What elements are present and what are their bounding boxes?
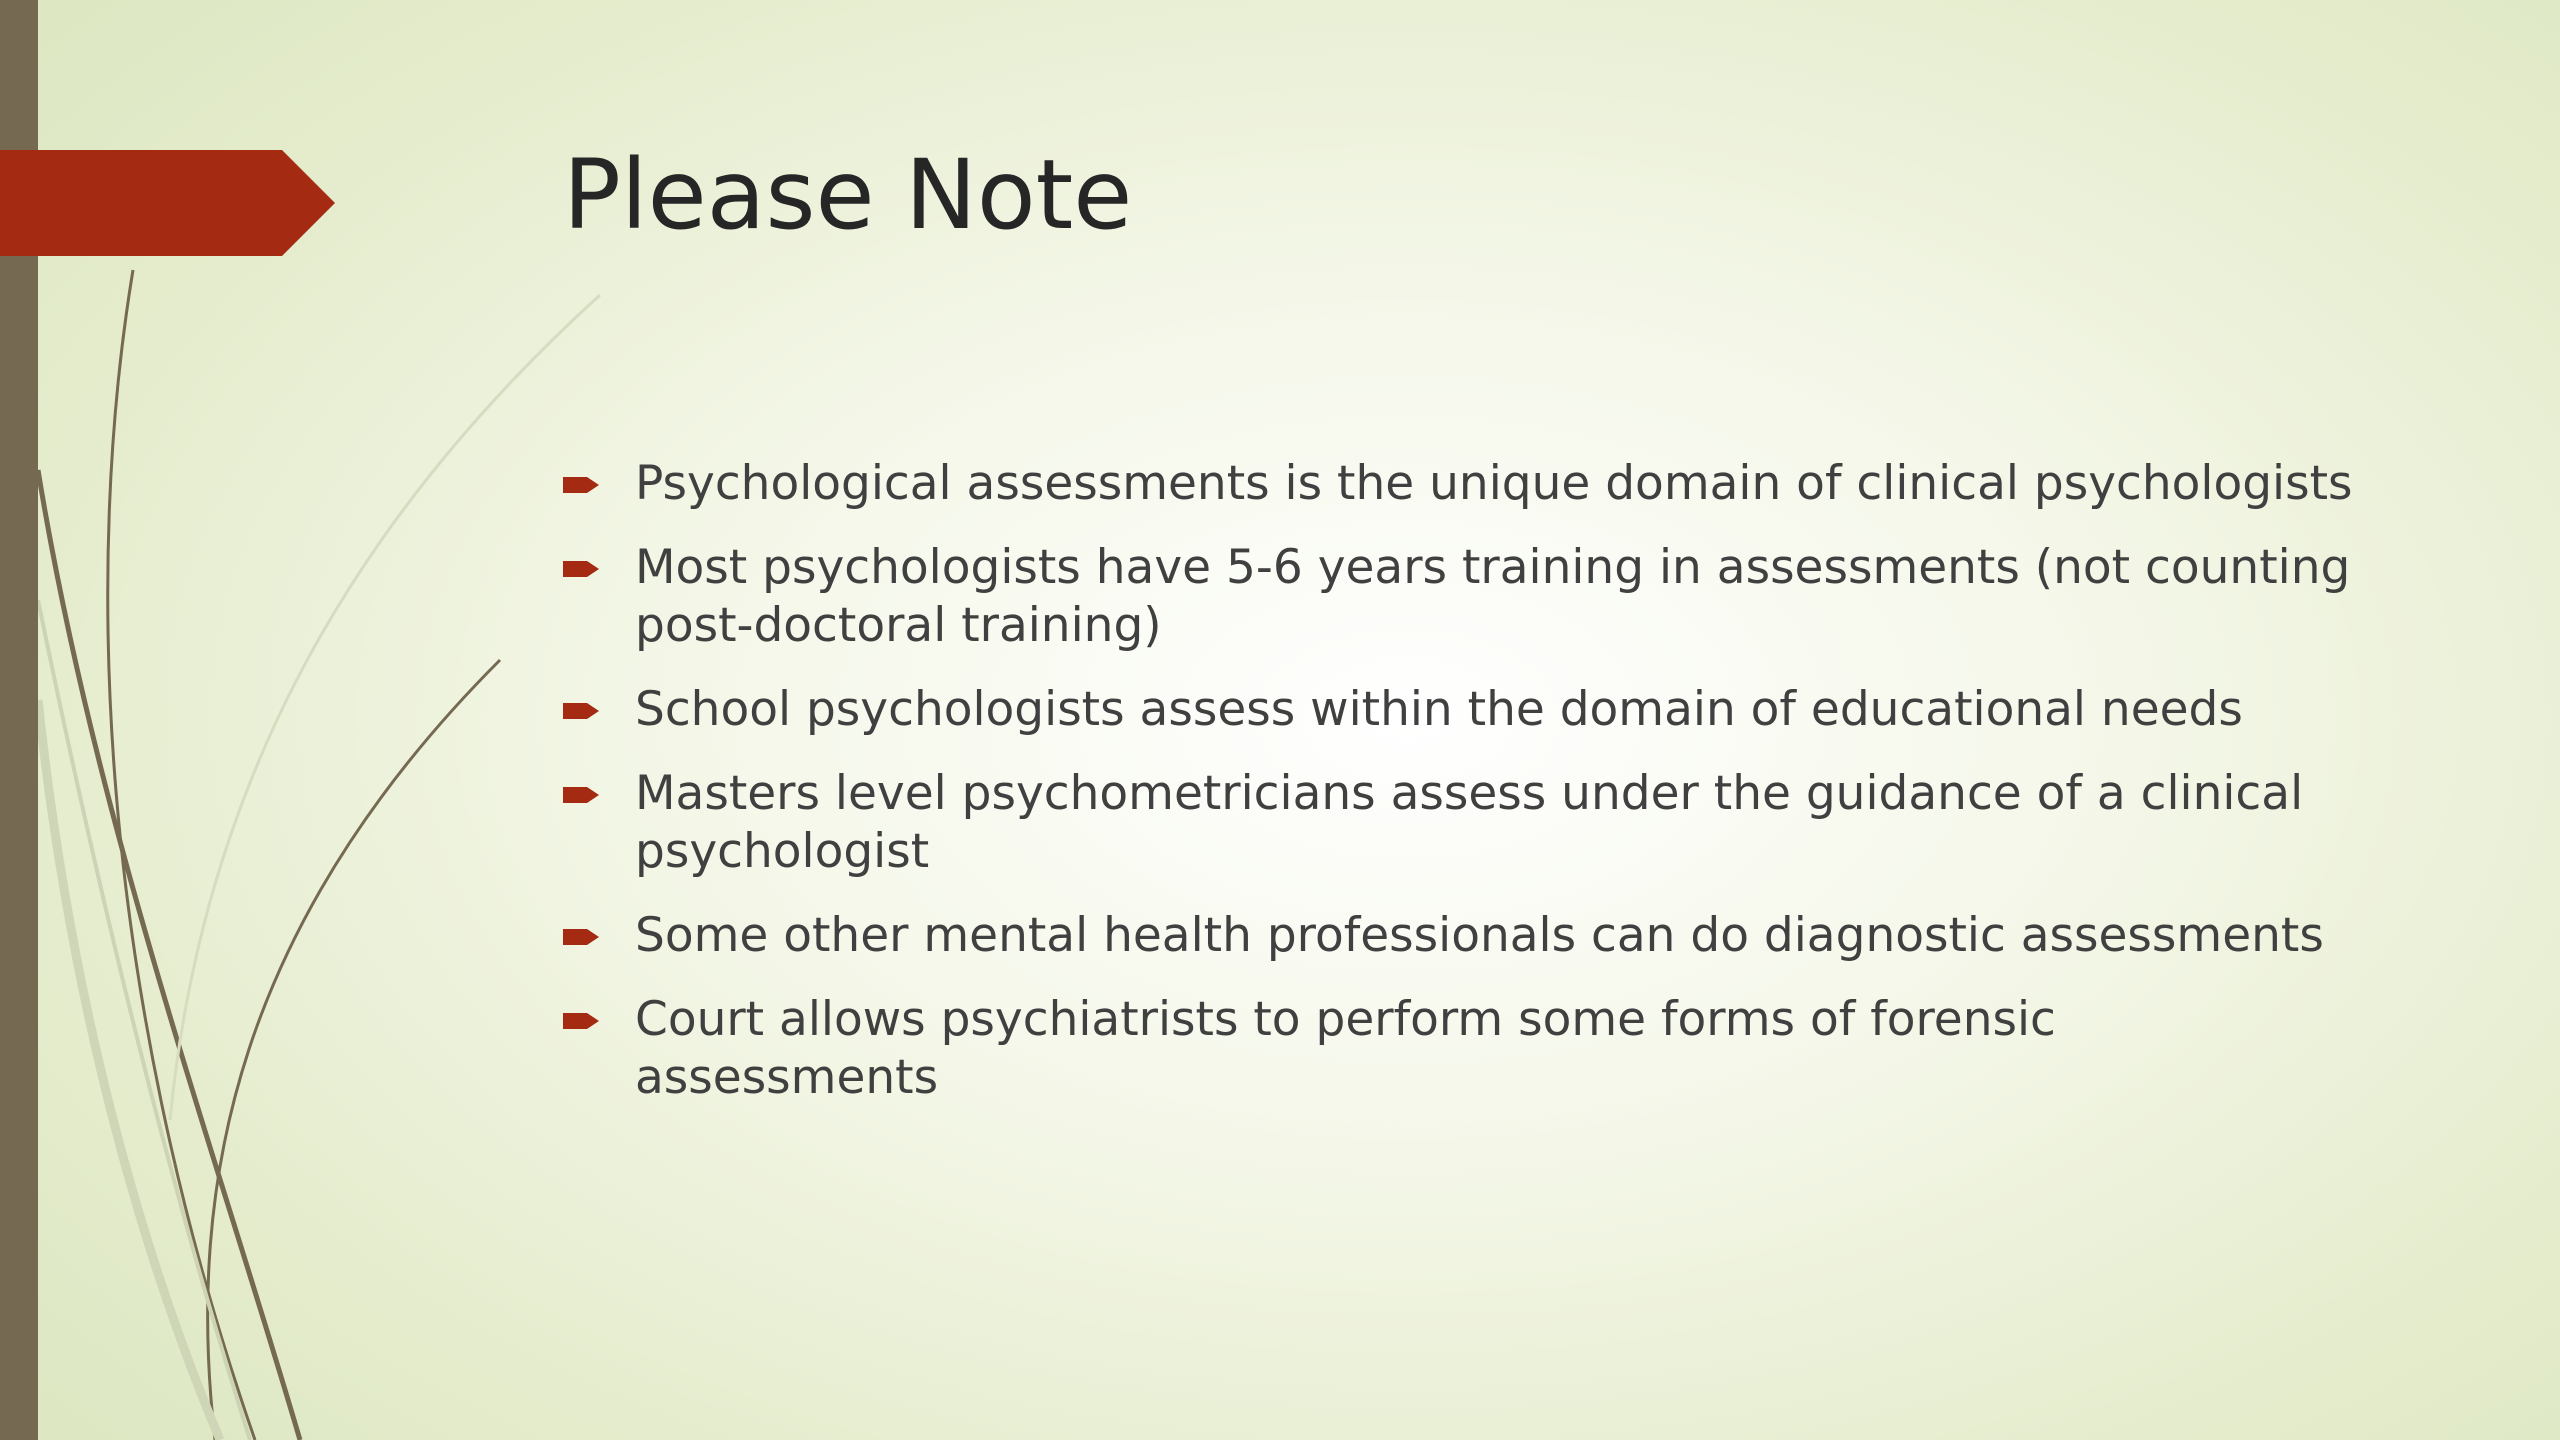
bullet-text: Psychological assessments is the unique domain of clinical psychologists — [635, 456, 2353, 511]
arrow-bullet-icon — [563, 473, 603, 497]
bullet-text: School psychologists assess within the domain of educational needs — [635, 682, 2243, 737]
arrow-bullet-icon — [563, 557, 603, 581]
arrow-bullet-icon — [563, 699, 603, 723]
title-arrow-shape — [0, 150, 335, 256]
list-item — [563, 681, 2363, 739]
list-item — [563, 765, 2363, 881]
bullet-text: Masters level psychometricians assess under the guidance of a clinical psychologist — [635, 766, 2304, 879]
arrow-bullet-icon — [563, 783, 603, 807]
list-item — [563, 991, 2363, 1107]
list-item — [563, 455, 2363, 513]
arrow-bullet-icon — [563, 925, 603, 949]
bullet-text: Most psychologists have 5-6 years training in assessments (not counting post-doctoral training) — [635, 540, 2351, 653]
bullet-text: Court allows psychiatrists to perform some forms of forensic assessments — [635, 992, 2056, 1105]
bullet-text: Some other mental health professionals can do diagnostic assessments — [635, 908, 2324, 963]
list-item — [563, 539, 2363, 655]
list-item — [563, 907, 2363, 965]
slide-title: Please Note — [563, 139, 1133, 251]
arrow-bullet-icon — [563, 1009, 603, 1033]
bullet-list — [563, 455, 2363, 1133]
